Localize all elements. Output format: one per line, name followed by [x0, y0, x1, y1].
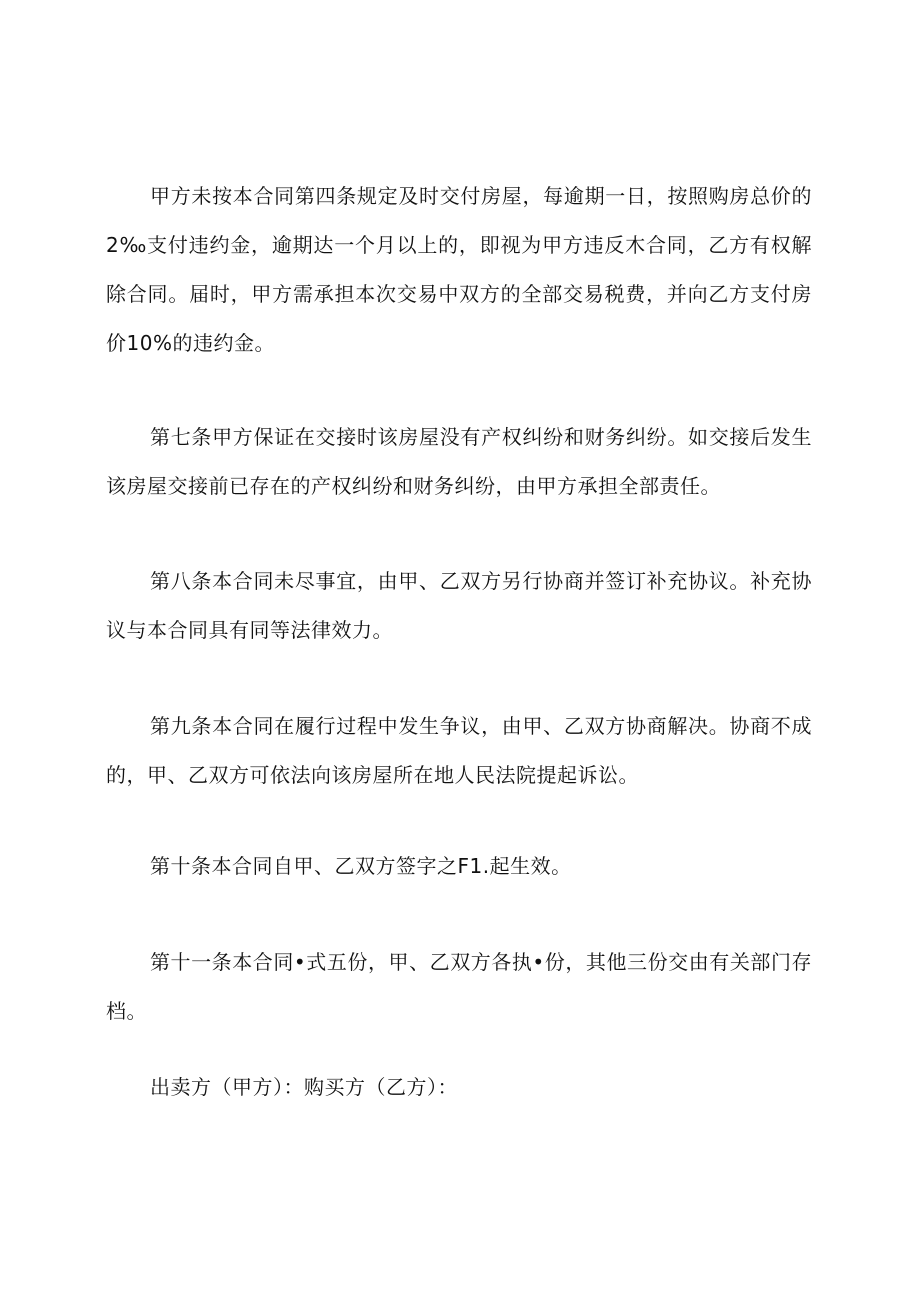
paragraph-article-11: 第十一条本合同•式五份，甲、乙双方各执•份，其他三份交由有关部门存档。 — [106, 950, 812, 1023]
paragraph-article-10: 第十条本合同自甲、乙双方签字之F1.起生效。 — [150, 854, 572, 878]
paragraph-article-8: 第八条本合同未尽事宜，由甲、乙双方另行协商并签订补充协议。补充协议与本合同具有同等法律效力。 — [106, 569, 812, 642]
paragraph-article-7: 第七条甲方保证在交接时该房屋没有产权纠纷和财务纠纷。如交接后发生该房屋交接前已存在的产权纠纷和财务纠纷，由甲方承担全部责任。 — [106, 425, 812, 498]
paragraph-article-9: 第九条本合同在履行过程中发生争议，由甲、乙双方协商解决。协商不成的，甲、乙双方可依法向该房屋所在地人民法院提起诉讼。 — [106, 714, 812, 787]
paragraph-breach-delivery: 甲方未按本合同第四条规定及时交付房屋，每逾期一日，按照购房总价的2‰支付违约金，逾期达一个月以上的，即视为甲方违反木合同，乙方有权解除合同。届时，甲方需承担本次交易中双方的全部交易税费，并向乙方支付房价10%的违约金。 — [106, 184, 812, 355]
signature-line: 出卖方（甲方）：购买方（乙方）： — [150, 1075, 458, 1099]
